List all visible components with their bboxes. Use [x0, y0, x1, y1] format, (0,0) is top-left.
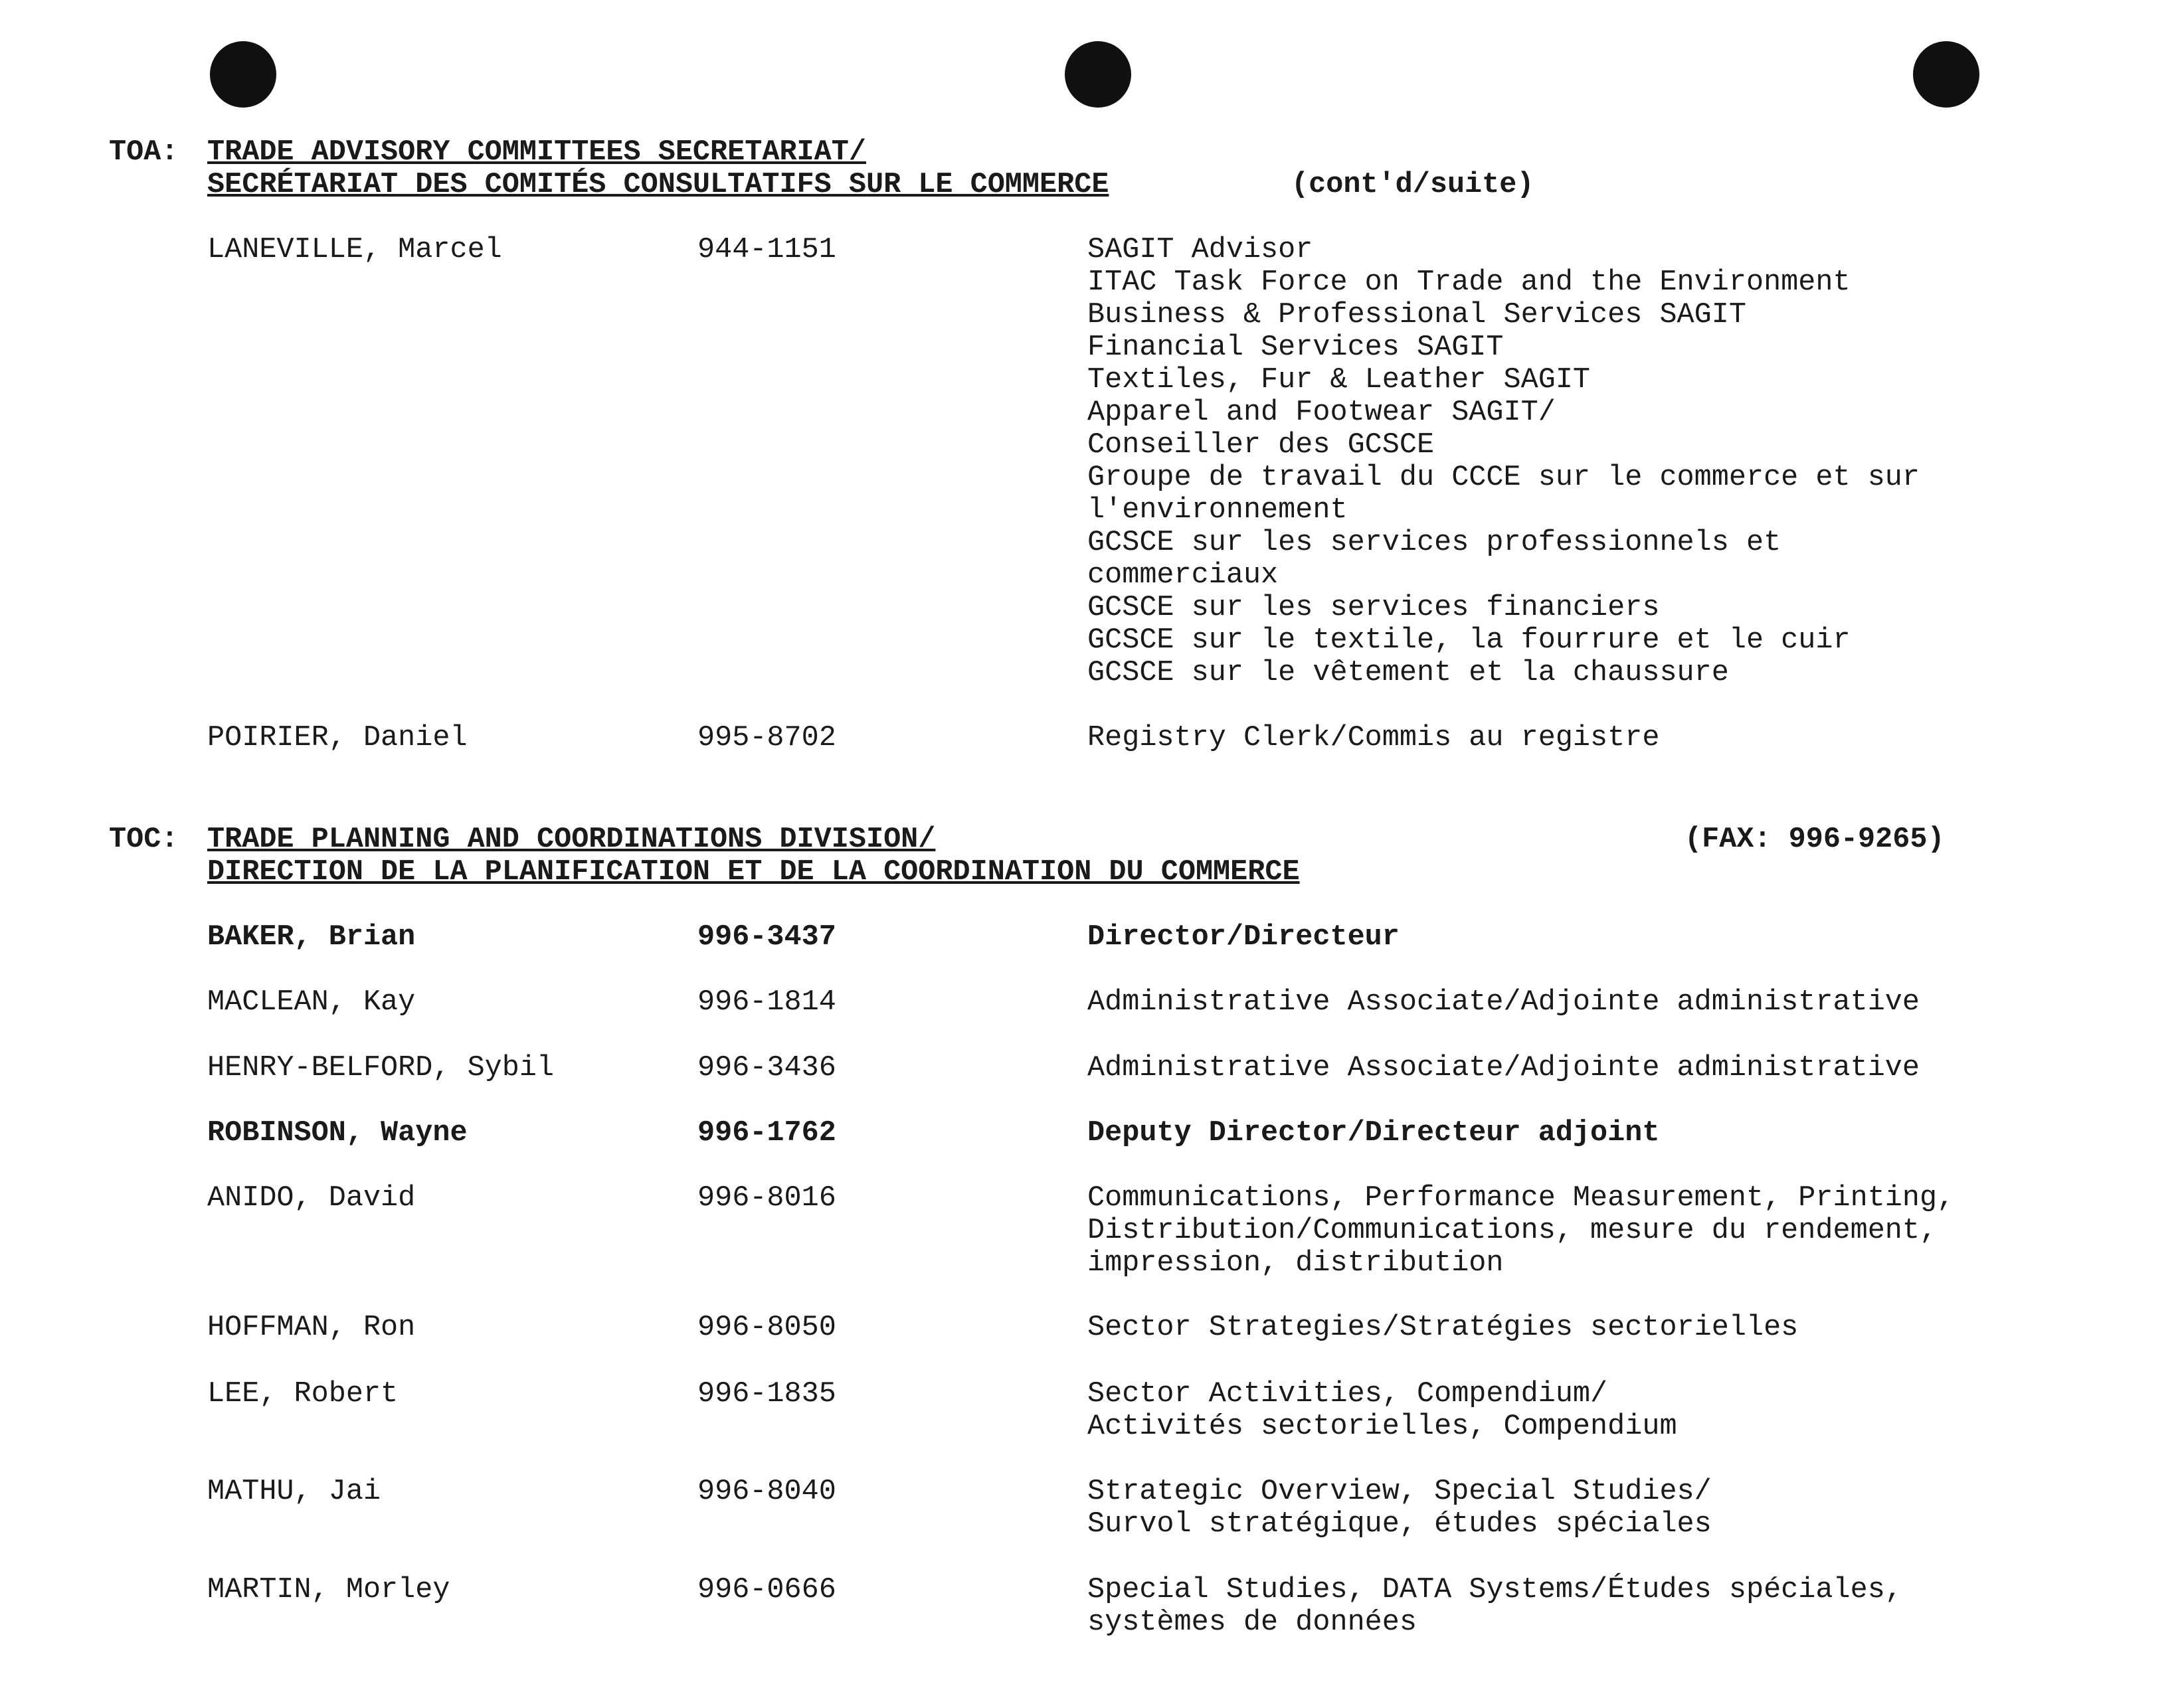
description-line: ITAC Task Force on Trade and the Environment [1087, 266, 1851, 299]
description-line: Textiles, Fur & Leather SAGIT [1087, 364, 1591, 396]
entry-name: LEE, Robert [207, 1378, 399, 1410]
description-line: l'environnement [1087, 494, 1348, 527]
description-line: Financial Services SAGIT [1087, 331, 1504, 364]
punch-hole [1065, 41, 1131, 108]
entry-phone: 996-1762 [697, 1117, 836, 1149]
entry-description [1087, 986, 1920, 1019]
entry-phone: 996-3437 [697, 921, 836, 954]
entry-name: ROBINSON, Wayne [207, 1117, 468, 1149]
heading-line: TRADE PLANNING AND COORDINATIONS DIVISION/ [207, 823, 936, 856]
section-code: TOC: [109, 823, 179, 856]
entry-phone: 996-1814 [697, 986, 836, 1019]
entry-name: MATHU, Jai [207, 1476, 381, 1508]
entry-description [1087, 1574, 1902, 1639]
section-toc [109, 823, 2128, 1660]
description-line: commerciaux [1087, 559, 1279, 592]
description-line: Director/Directeur [1087, 921, 1400, 954]
entry-name: HOFFMAN, Ron [207, 1311, 416, 1344]
description-line: SAGIT Advisor [1087, 234, 1313, 266]
section-heading [207, 823, 1300, 888]
description-line: Survol stratégique, études spéciales [1087, 1508, 1712, 1541]
description-line: Deputy Director/Directeur adjoint [1087, 1117, 1660, 1149]
entry-phone: 995-8702 [697, 722, 836, 754]
entry-name: MACLEAN, Kay [207, 986, 416, 1019]
heading-line: TRADE ADVISORY COMMITTEES SECRETARIAT/ [207, 136, 866, 169]
description-line: Activités sectorielles, Compendium [1087, 1410, 1677, 1443]
description-line: Distribution/Communications, mesure du rendement, [1087, 1215, 1938, 1247]
entry-description [1087, 1182, 1954, 1280]
entry-description [1087, 921, 1400, 954]
description-line: GCSCE sur le textile, la fourrure et le cuir [1087, 624, 1851, 657]
entry-name: LANEVILLE, Marcel [207, 234, 502, 266]
description-line: Groupe de travail du CCCE sur le commerce et sur [1087, 462, 1920, 494]
entry-description [1087, 1117, 1659, 1149]
description-line: GCSCE sur le vêtement et la chaussure [1087, 657, 1729, 689]
punch-hole [1913, 41, 1979, 108]
section-heading [207, 136, 1109, 201]
section-code: TOA: [109, 136, 179, 169]
heading-line: DIRECTION DE LA PLANIFICATION ET DE LA COORDINATION DU COMMERCE [207, 856, 1300, 888]
entry-phone: 996-1835 [697, 1378, 836, 1410]
entry-name: MARTIN, Morley [207, 1574, 450, 1606]
description-line: Strategic Overview, Special Studies/ [1087, 1476, 1712, 1508]
description-line: GCSCE sur les services professionnels et [1087, 527, 1781, 559]
entry-name: BAKER, Brian [207, 921, 416, 954]
heading-line: SECRÉTARIAT DES COMITÉS CONSULTATIFS SUR LE COMMERCE [207, 169, 1109, 201]
punch-hole [210, 41, 276, 108]
description-line: Apparel and Footwear SAGIT/ [1087, 396, 1556, 429]
entry-name: HENRY-BELFORD, Sybil [207, 1052, 555, 1084]
entry-description [1087, 1311, 1798, 1344]
description-line: Communications, Performance Measurement, Printing, [1087, 1182, 1955, 1215]
description-line: Sector Strategies/Stratégies sectorielles [1087, 1311, 1799, 1344]
description-line: GCSCE sur les services financiers [1087, 592, 1660, 624]
description-line: Special Studies, DATA Systems/Études spéciales, [1087, 1574, 1902, 1606]
section-toa [109, 136, 2128, 767]
entry-phone: 996-8016 [697, 1182, 836, 1215]
entry-phone: 996-3436 [697, 1052, 836, 1084]
entry-description [1087, 1476, 1712, 1541]
entry-name: POIRIER, Daniel [207, 722, 468, 754]
description-line: Business & Professional Services SAGIT [1087, 299, 1746, 331]
fax-number: (FAX: 996-9265) [1684, 823, 1945, 856]
description-line: Administrative Associate/Adjointe administrative [1087, 1052, 1920, 1084]
continued-note: (cont'd/suite) [1291, 169, 1534, 201]
entry-phone: 996-8040 [697, 1476, 836, 1508]
entry-phone: 944-1151 [697, 234, 836, 266]
description-line: Conseiller des GCSCE [1087, 429, 1435, 462]
entry-description [1087, 722, 1659, 754]
description-line: impression, distribution [1087, 1247, 1504, 1280]
description-line: Administrative Associate/Adjointe administrative [1087, 986, 1920, 1019]
entry-description [1087, 1378, 1677, 1443]
entry-phone: 996-8050 [697, 1311, 836, 1344]
entry-name: ANIDO, David [207, 1182, 416, 1215]
description-line: Sector Activities, Compendium/ [1087, 1378, 1608, 1410]
entry-description [1087, 234, 1920, 689]
entry-phone: 996-0666 [697, 1574, 836, 1606]
description-line: systèmes de données [1087, 1606, 1417, 1639]
entry-description [1087, 1052, 1920, 1084]
description-line: Registry Clerk/Commis au registre [1087, 722, 1660, 754]
